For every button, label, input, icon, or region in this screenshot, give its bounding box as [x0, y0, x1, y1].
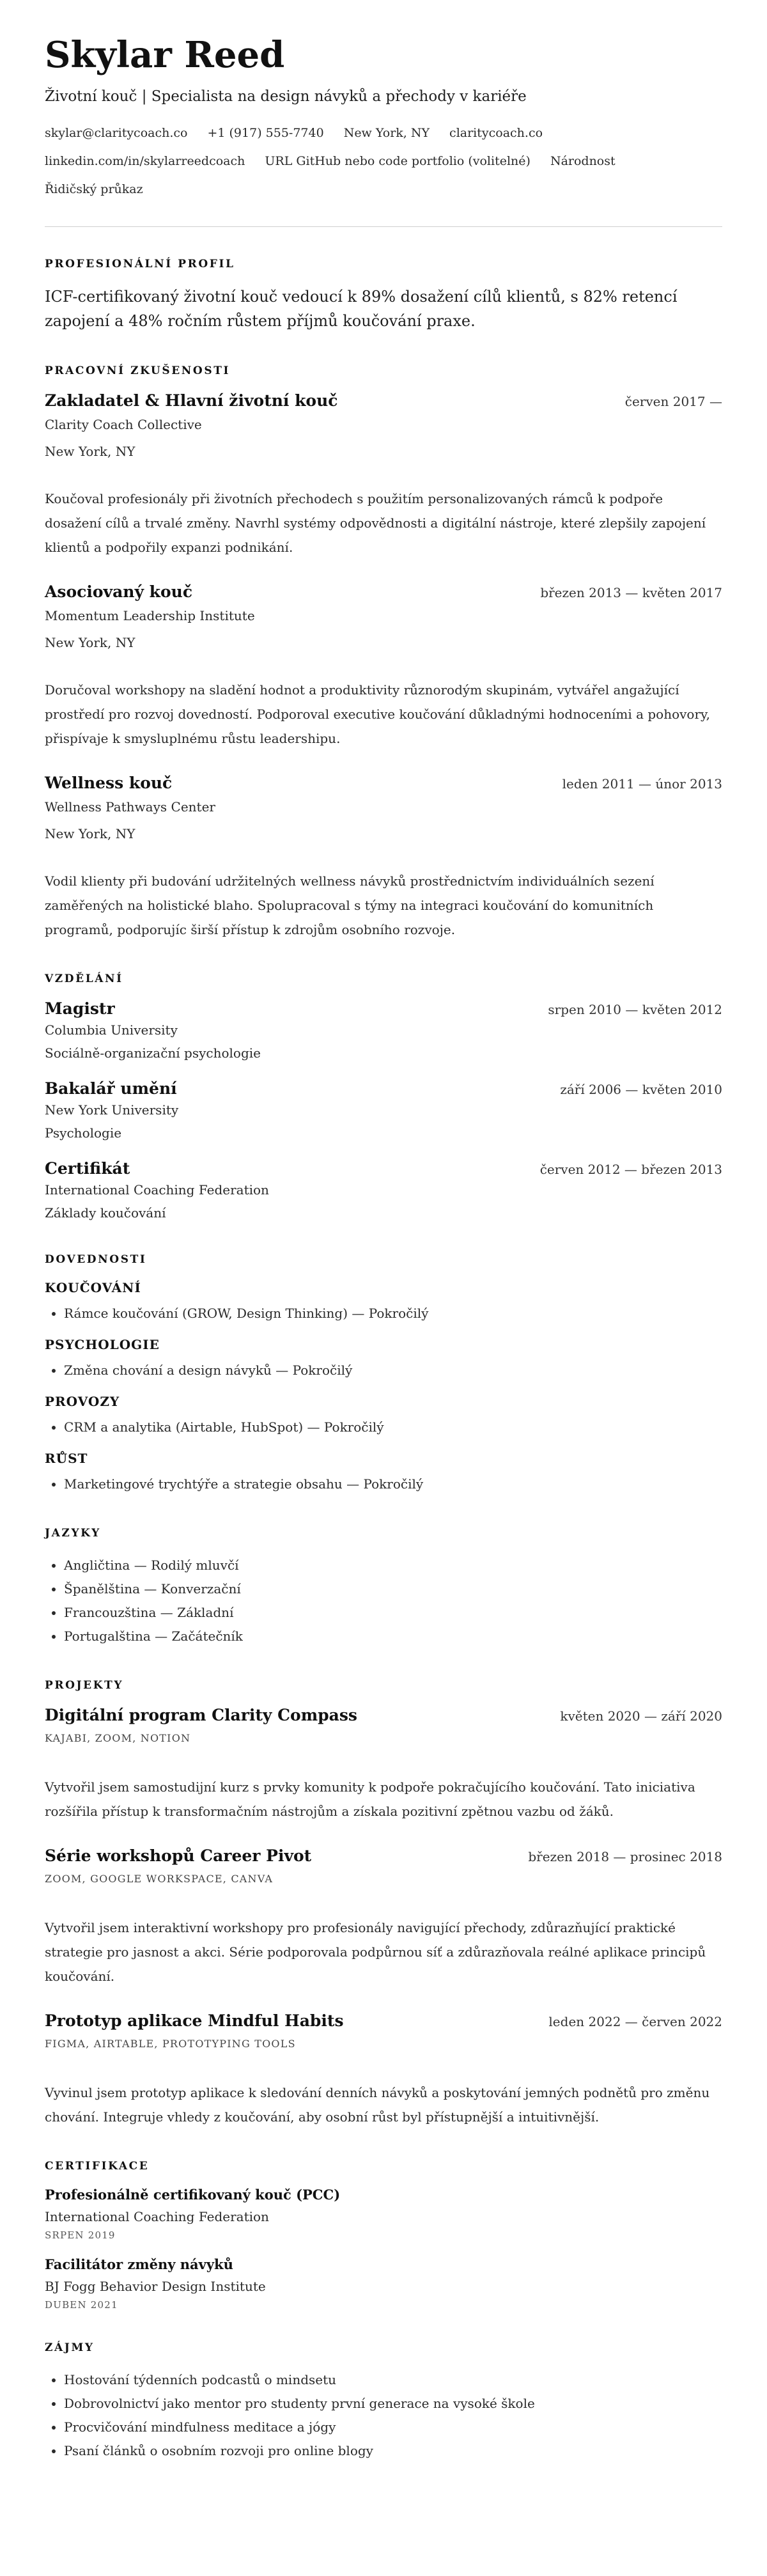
language-list — [45, 1554, 722, 1648]
contact-info — [45, 123, 722, 208]
profile-section — [45, 258, 722, 334]
interest-item: • Dobrovolnictví jako mentor pro studenty první generace na vysoké škole — [64, 2392, 722, 2416]
language-item: • Portugalština — Začátečník — [64, 1625, 722, 1648]
company-name: Momentum Leadership Institute — [45, 607, 255, 623]
experience-entry — [45, 774, 722, 942]
education-entry — [45, 999, 722, 1063]
skill-category: PSYCHOLOGIE — [45, 1336, 160, 1352]
study-field: Základy koučování — [45, 1205, 166, 1221]
project-dates: květen 2020 — září 2020 — [560, 1708, 722, 1724]
certification-entry — [45, 2187, 722, 2241]
project-entry — [45, 1706, 722, 1823]
interest-item: • Procvičování mindfulness meditace a jógy — [64, 2416, 722, 2439]
job-dates: červen 2017 — — [624, 393, 722, 409]
contact-portfolio: URL GitHub nebo code portfolio (volitelné) — [265, 154, 531, 169]
job-title: Wellness kouč — [45, 773, 173, 792]
interest-item: • Hostování týdenních podcastů o mindsetu — [64, 2368, 722, 2392]
contact-website[interactable]: claritycoach.co — [449, 125, 543, 140]
contact-nationality: Národnost — [550, 154, 616, 169]
skill-group — [45, 1451, 722, 1496]
project-tech: KAJABI, ZOOM, NOTION — [45, 1731, 191, 1744]
certification-issuer: International Coaching Federation — [45, 2208, 269, 2224]
job-title: Asociovaný kouč — [45, 582, 193, 601]
resume-header — [45, 36, 722, 227]
interest-item: • Psaní článků o osobním rozvoji pro online blogy — [64, 2439, 722, 2463]
section-title: PROFESIONÁLNÍ PROFIL — [45, 257, 235, 270]
skill-list — [45, 1359, 722, 1382]
job-dates: leden 2011 — únor 2013 — [562, 776, 722, 792]
education-entry — [45, 1159, 722, 1222]
job-description: Koučoval profesionály při životních přechodech s použitím personalizovaných rámců k podpoře dosažení cílů a trvalé změny. Navrhl systémy odpovědnosti a digitální nástroje, které zlepšily zapojení klientů a podpořily expanzi podnikání. — [45, 490, 706, 555]
project-description: Vyvinul jsem prototyp aplikace k sledování denních návyků a poskytování jemných podnětů pro změnu chování. Integruje vhledy z koučování, aby osobní růst byl přístupnější a intuitivnější. — [45, 2084, 710, 2125]
school-name: New York University — [45, 1102, 179, 1118]
education-dates: září 2006 — květen 2010 — [560, 1081, 722, 1097]
study-field: Psychologie — [45, 1125, 122, 1141]
project-tech: ZOOM, GOOGLE WORKSPACE, CANVA — [45, 1872, 274, 1885]
education-dates: červen 2012 — březen 2013 — [539, 1161, 722, 1177]
study-field: Sociálně-organizační psychologie — [45, 1045, 261, 1061]
skill-item: • CRM a analytika (Airtable, HubSpot) — Pokročilý — [64, 1416, 722, 1439]
skill-list — [45, 1416, 722, 1439]
job-location: New York, NY — [45, 825, 136, 841]
job-dates: březen 2013 — květen 2017 — [540, 584, 722, 600]
project-tech: FIGMA, AIRTABLE, PROTOTYPING TOOLS — [45, 2037, 296, 2050]
skill-item: • Rámce koučování (GROW, Design Thinking) — Pokročilý — [64, 1302, 722, 1325]
skill-category: PROVOZY — [45, 1393, 120, 1409]
skill-item: • Změna chování a design návyků — Pokročilý — [64, 1359, 722, 1382]
contact-driving-license: Řidičský průkaz — [45, 182, 143, 197]
language-item: • Angličtina — Rodilý mluvčí — [64, 1554, 722, 1577]
skill-category: KOUČOVÁNÍ — [45, 1279, 141, 1295]
certifications-section — [45, 2160, 722, 2311]
degree-title: Bakalář umění — [45, 1079, 177, 1098]
header-divider — [45, 226, 722, 227]
education-dates: srpen 2010 — květen 2012 — [548, 1001, 722, 1017]
skill-group — [45, 1394, 722, 1439]
certification-date: SRPEN 2019 — [45, 2229, 116, 2241]
section-title: VZDĚLÁNÍ — [45, 972, 123, 985]
profile-summary: ICF-certifikovaný životní kouč vedoucí k 89% dosažení cílů klientů, s 82% retencí zapojení a 48% ročním růstem příjmů koučování praxe. — [45, 287, 678, 331]
language-item: • Francouzština — Základní — [64, 1601, 722, 1625]
section-title: JAZYKY — [45, 1526, 101, 1540]
skill-group — [45, 1280, 722, 1325]
job-location: New York, NY — [45, 634, 136, 650]
experience-entry — [45, 391, 722, 559]
contact-email[interactable]: skylar@claritycoach.co — [45, 125, 188, 140]
job-location: New York, NY — [45, 443, 136, 459]
section-title: PROJEKTY — [45, 1678, 124, 1692]
section-title: ZÁJMY — [45, 2341, 95, 2354]
company-name: Wellness Pathways Center — [45, 799, 215, 815]
section-title: DOVEDNOSTI — [45, 1253, 147, 1266]
project-name: Série workshopů Career Pivot — [45, 1846, 312, 1865]
skill-list — [45, 1302, 722, 1325]
school-name: International Coaching Federation — [45, 1182, 269, 1198]
skill-category: RŮST — [45, 1450, 88, 1466]
certification-name: Profesionálně certifikovaný kouč (PCC) — [45, 2186, 341, 2203]
contact-phone[interactable]: +1 (917) 555-7740 — [207, 125, 324, 140]
skill-group — [45, 1337, 722, 1382]
project-description: Vytvořil jsem samostudijní kurz s prvky komunity k podpoře pokračujícího koučování. Tato iniciativa rozšířila přístup k transformačním nástrojům a získala pozitivní zpětnou vazbu od žáků. — [45, 1779, 695, 1819]
degree-title: Magistr — [45, 999, 115, 1018]
skill-item: • Marketingové trychtýře a strategie obsahu — Pokročilý — [64, 1472, 722, 1496]
project-entry — [45, 2011, 722, 2129]
certification-date: DUBEN 2021 — [45, 2299, 118, 2311]
project-name: Prototyp aplikace Mindful Habits — [45, 2011, 344, 2030]
company-name: Clarity Coach Collective — [45, 416, 202, 432]
certification-issuer: BJ Fogg Behavior Design Institute — [45, 2278, 266, 2294]
experience-entry — [45, 582, 722, 751]
section-title: PRACOVNÍ ZKUŠENOSTI — [45, 364, 231, 377]
candidate-name: Skylar Reed — [45, 34, 285, 76]
section-title: CERTIFIKACE — [45, 2159, 150, 2173]
projects-section — [45, 1679, 722, 2129]
job-description: Vodil klienty při budování udržitelných wellness návyků prostřednictvím individuálních sezení zaměřených na holistické blaho. Spolupracoval s týmy na integraci koučování do komunitních programů, podporujíc širší přístup k zdrojům osobního rozvoje. — [45, 873, 655, 937]
skills-section — [45, 1253, 722, 1496]
skill-list — [45, 1472, 722, 1496]
headline: Životní kouč | Specialista na design návyků a přechody v kariéře — [45, 88, 527, 105]
job-description: Doručoval workshopy na sladění hodnot a produktivity různorodým skupinám, vytvářel angažující prostředí pro rozvoj dovedností. Podporoval executive koučování důkladnými hodnoceními a pohovory, přispívaje k smysluplnému růstu leadershipu. — [45, 682, 711, 746]
contact-location: New York, NY — [343, 125, 430, 140]
experience-section — [45, 364, 722, 942]
interests-section — [45, 2341, 722, 2463]
school-name: Columbia University — [45, 1022, 178, 1038]
job-title: Zakladatel & Hlavní životní kouč — [45, 391, 338, 410]
contact-linkedin[interactable]: linkedin.com/in/skylarreedcoach — [45, 154, 245, 169]
project-entry — [45, 1846, 722, 1988]
languages-section — [45, 1527, 722, 1648]
certification-entry — [45, 2256, 722, 2311]
project-dates: leden 2022 — červen 2022 — [548, 2013, 722, 2029]
project-name: Digitální program Clarity Compass — [45, 1705, 358, 1724]
education-entry — [45, 1079, 722, 1143]
language-item: • Španělština — Konverzační — [64, 1577, 722, 1601]
project-description: Vytvořil jsem interaktivní workshopy pro profesionály navigující přechody, zdůrazňující praktické strategie pro jasnost a akci. Série podporovala podpůrnou síť a zdůrazňovala reálné aplikace principů koučování. — [45, 1919, 706, 1984]
certification-name: Facilitátor změny návyků — [45, 2256, 233, 2272]
project-dates: březen 2018 — prosinec 2018 — [528, 1848, 722, 1864]
education-section — [45, 972, 722, 1222]
interest-list — [45, 2368, 722, 2463]
degree-title: Certifikát — [45, 1159, 130, 1178]
